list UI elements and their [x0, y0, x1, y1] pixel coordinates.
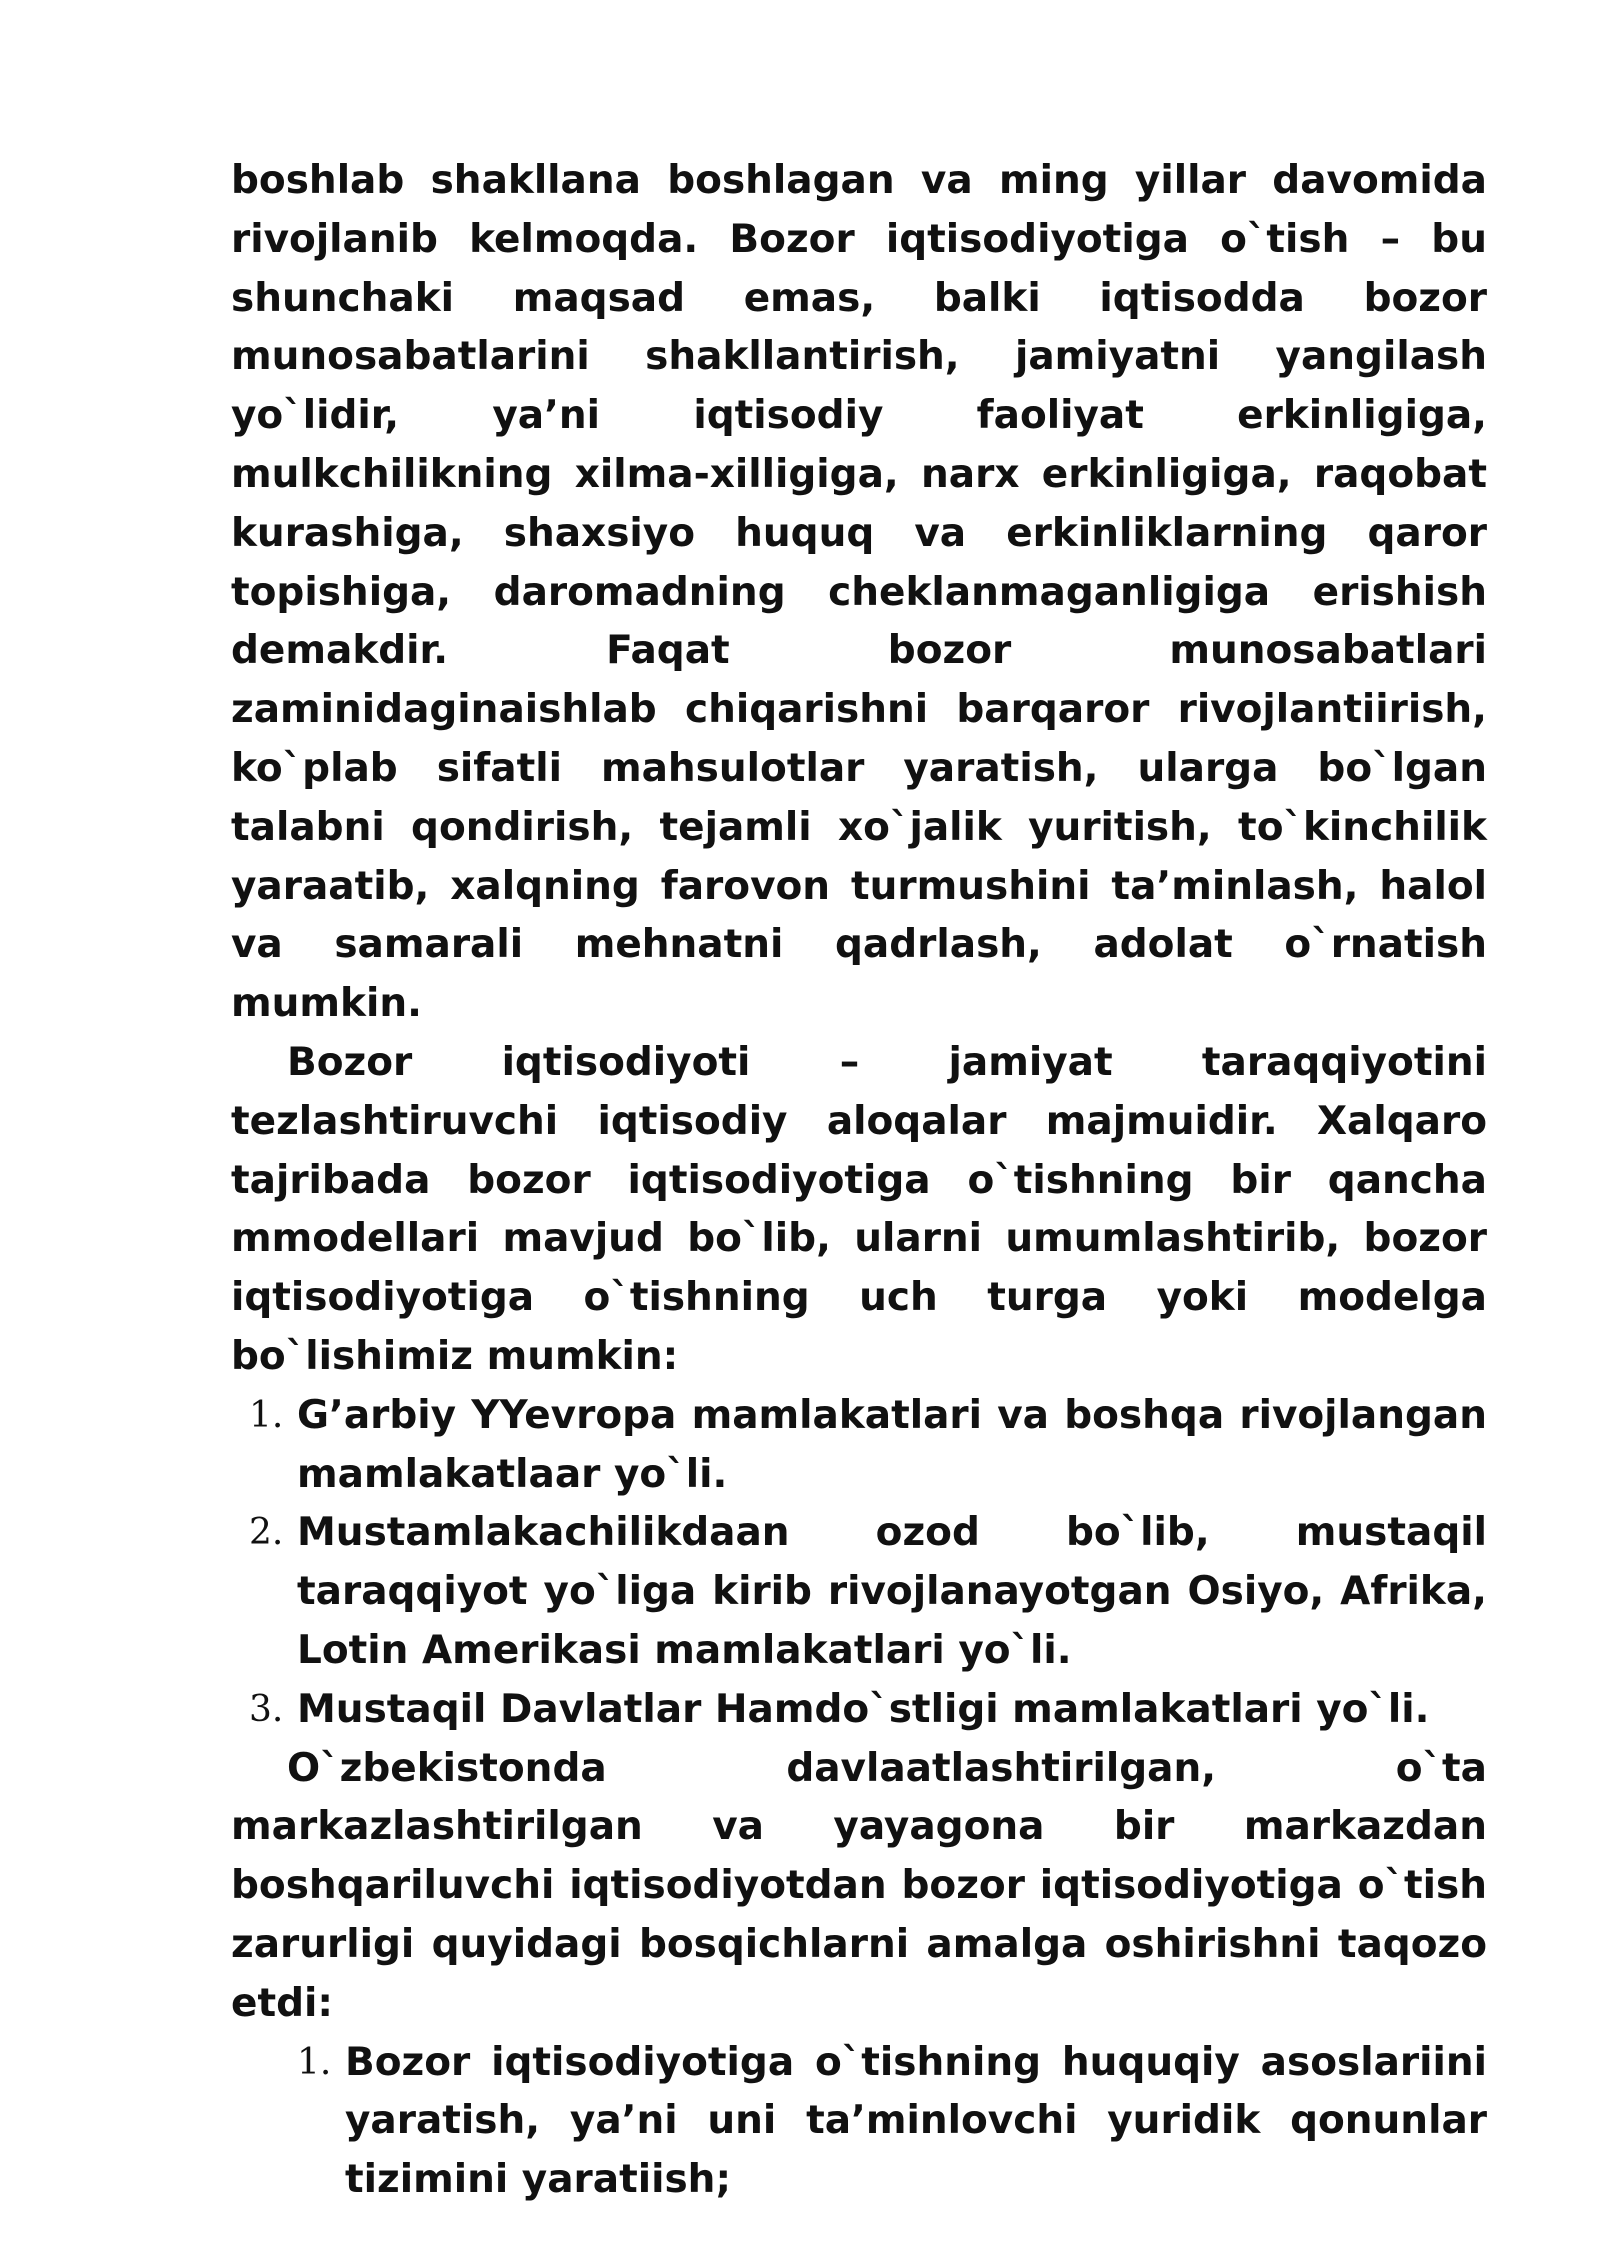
list-item [297, 2034, 1487, 2210]
list-item-text: Mustaqil Davlatlar Hamdo`stligi mamlakatlari yo`li. [297, 1686, 1430, 1732]
list-item-number: 1. [297, 2041, 332, 2083]
list-item [249, 1681, 1487, 1740]
transition-stages-list [231, 2034, 1487, 2210]
list-item-number: 1. [249, 1394, 284, 1436]
paragraph-market-economy-definition: Bozor iqtisodiyoti – jamiyat taraqqiyotini tezlashtiruvchi iqtisodiy aloqalar majmuidir. Xalqaro tajribada bozor iqtisodiyotiga o`tishning bir qancha mmodellari mavjud bo`lib, ularni umumlashtirib, bozor iqtisodiyotiga o`tishning uch turga yoki modelga bo`lishimiz mumkin: [231, 1039, 1487, 1379]
transition-models-list [231, 1387, 1487, 1740]
list-item-number: 2. [249, 1512, 284, 1554]
list-item-text: Bozor iqtisodiyotiga o`tishning huquqiy asoslariini yaratish, ya’ni uni ta’minlovchi yuridik qonunlar tizimini yaratiish; [345, 2039, 1487, 2203]
list-item-text: Mustamlakachilikdaan ozod bo`lib, mustaqil taraqqiyot yo`liga kirib rivojlanayotgan Osiyo, Afrika, Lotin Amerikasi mamlakatlari yo`li. [297, 1510, 1487, 1673]
list-item-number: 3. [249, 1688, 284, 1730]
list-item [249, 1387, 1487, 1505]
list-item [249, 1504, 1487, 1680]
list-item-text: G’arbiy YYevropa mamlakatlari va boshqa rivojlangan mamlakatlaar yo`li. [297, 1392, 1487, 1497]
paragraph-uzbekistan-transition: O`zbekistonda davlaatlashtirilgan, o`ta markazlashtirilgan va yayagona bir markazdan boshqariluvchi iqtisodiyotdan bozor iqtisodiyotiga o`tish zarurligi quyidagi bosqichlarni amalga oshirishni taqozo etdi: [231, 1745, 1487, 2026]
paragraph-market-economy-intro: boshlab shakllana boshlagan va ming yillar davomida rivojlanib kelmoqda. Bozor iqtisodiyotiga o`tish – bu shunchaki maqsad emas, balki iqtisodda bozor munosabatlarini shakllantirish, jamiyatni yangilash yo`lidir, ya’ni iqtisodiy faoliyat erkinligiga, mulkchilikning xilma-xilligiga, narx erkinligiga, raqobat kurashiga, shaxsiyo huquq va erkinliklarning qaror topishiga, daromadning cheklanmaganligiga erishish demakdir. Faqat bozor munosabatlari zaminidaginaishlab chiqarishni barqaror rivojlantiirish, ko`plab sifatli mahsulotlar yaratish, ularga bo`lgan talabni qondirish, tejamli xo`jalik yuritish, to`kinchilik yaraatib, xalqning farovon turmushini ta’minlash, halol va samarali mehnatni qadrlash, adolat o`rnatish mumkin. [231, 158, 1487, 1027]
document-page [231, 152, 1487, 2210]
